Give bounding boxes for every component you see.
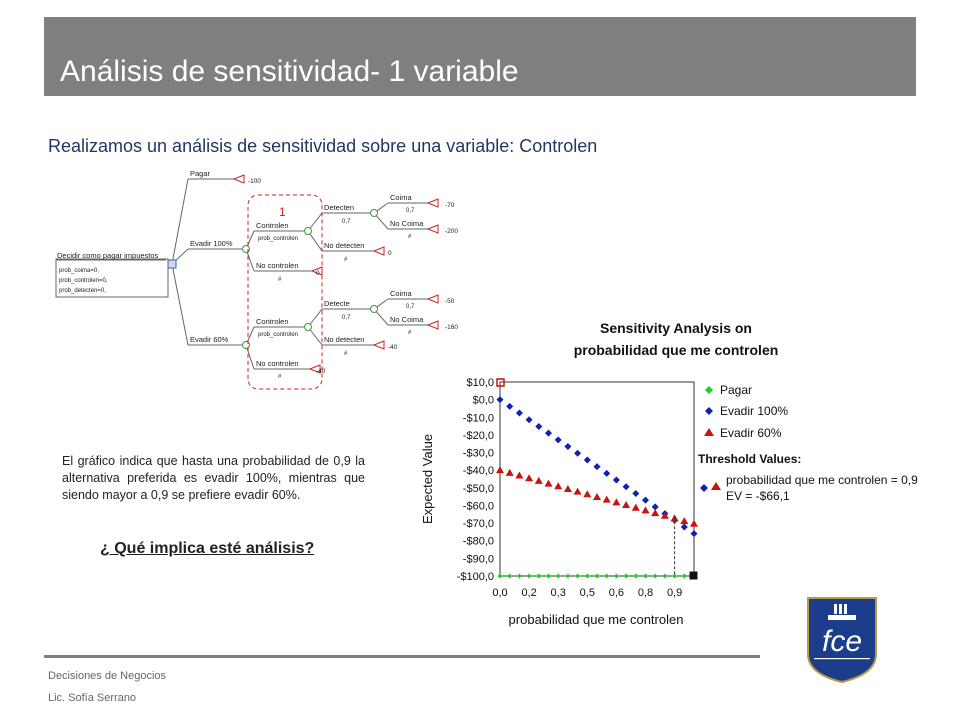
hash-3: # <box>408 234 412 240</box>
x-tick-label: 0,9 <box>666 587 683 599</box>
decision-node <box>168 260 176 268</box>
threshold-title: Threshold Values: <box>698 452 802 466</box>
x-axis-label: probabilidad que me controlen <box>508 612 684 627</box>
chart-title-line2: probabilidad que me controlen <box>573 342 779 358</box>
branch-coima-2: Coima <box>390 289 412 298</box>
legend-marker-evadir60 <box>704 428 714 436</box>
threshold-marker-blue <box>700 484 708 492</box>
y-axis-label: Expected Value <box>420 433 435 525</box>
x-tick-label: 0,2 <box>521 587 537 599</box>
y-tick-label: -$80,0 <box>462 535 494 548</box>
footer-divider <box>44 655 760 658</box>
y-tick-label: $0,0 <box>472 394 494 407</box>
branch-no-coima-1: No Coima <box>390 219 424 228</box>
hash-1: # <box>278 277 282 283</box>
highlight-number: 1 <box>279 205 286 219</box>
y-tick-label: -$30,0 <box>462 447 494 460</box>
root-var-coima: prob_coima=0, <box>59 268 99 274</box>
var-controlen-2: prob_controlen <box>258 332 299 338</box>
x-tick-label: 0,6 <box>608 587 625 599</box>
y-tick-label: $10,0 <box>466 377 494 389</box>
value-pagar: -100 <box>248 178 262 185</box>
hash-2: # <box>344 257 348 263</box>
y-tick-label: -$70,0 <box>462 518 494 531</box>
legend-evadir100: Evadir 100% <box>720 404 789 418</box>
x-tick-label: 0,3 <box>550 587 566 599</box>
x-tick-label: 0,8 <box>637 587 654 599</box>
branch-no-detecten-2: No detecten <box>324 335 365 344</box>
var-controlen-1: prob_controlen <box>258 236 299 242</box>
prob-detecte: 0,7 <box>342 315 351 321</box>
min-marker <box>690 572 697 579</box>
hash-6: # <box>408 330 412 336</box>
slide-subtitle: Realizamos un análisis de sensitividad sobre una variable: Controlen <box>48 136 598 156</box>
footer-author: Lic. Sofía Serrano <box>48 692 137 704</box>
branch-no-coima-2: No Coima <box>390 315 424 324</box>
legend-marker-evadir100 <box>705 407 713 415</box>
prob-coima-2: 0,7 <box>406 304 415 310</box>
title-bar <box>44 17 916 96</box>
hash-5: # <box>344 351 348 357</box>
branch-controlen-1: Controlen <box>256 221 289 230</box>
branch-no-detecten-1: No detecten <box>324 241 365 250</box>
explanation-text: El gráfico indica que hasta una probabilidad de 0,9 la alternativa preferida es evadir 100%, mientras que siendo mayor a 0,9 se prefiere evadir 60%. <box>62 454 365 502</box>
y-tick-label: -$20,0 <box>462 429 494 442</box>
branch-coima-1: Coima <box>390 193 412 202</box>
root-label: Decidir como pagar impuestos <box>57 251 159 260</box>
value-coima-2: -50 <box>445 298 455 305</box>
legend-pagar: Pagar <box>720 383 753 397</box>
root-var-detecten: prob_detecten=0, <box>59 288 106 294</box>
legend-marker-pagar <box>705 386 713 394</box>
branch-evadir100: Evadir 100% <box>190 239 233 248</box>
sensitivity-chart <box>410 312 950 642</box>
footer-course: Decisiones de Negocios <box>48 670 167 682</box>
svg-text:fce: fce <box>821 625 863 658</box>
value-no-controlen-1: 0 <box>316 270 320 277</box>
branch-pagar: Pagar <box>190 169 211 178</box>
value-coima-1: -70 <box>445 202 455 209</box>
prob-detecten: 0,7 <box>342 219 351 225</box>
threshold-line1: probabilidad que me controlen = 0,9 <box>726 473 918 487</box>
branch-controlen-2: Controlen <box>256 317 289 326</box>
y-tick-label: -$50,0 <box>462 482 494 495</box>
value-no-coima-1: -200 <box>445 228 459 235</box>
y-tick-label: -$90,0 <box>462 553 494 566</box>
legend-evadir60: Evadir 60% <box>720 426 782 440</box>
branch-detecten: Detecten <box>324 203 355 212</box>
y-tick-label: -$40,0 <box>462 465 494 478</box>
threshold-marker-red <box>711 482 721 490</box>
y-tick-label: -$60,0 <box>462 500 494 513</box>
branch-detecte: Detecte <box>324 299 350 308</box>
y-tick-label: -$100,0 <box>456 571 494 583</box>
slide-title: Análisis de sensitividad- 1 variable <box>60 55 519 88</box>
root-var-controlen: prob_controlen=0, <box>59 278 108 284</box>
university-logo <box>806 596 878 684</box>
hash-4: # <box>278 374 282 380</box>
value-no-controlen-2: -40 <box>316 368 326 375</box>
value-no-detecten-1: 0 <box>388 250 392 257</box>
branch-no-controlen-1: No controlen <box>256 261 299 270</box>
branch-evadir60: Evadir 60% <box>190 335 229 344</box>
y-tick-label: -$10,0 <box>462 412 494 425</box>
question-text: ¿ Qué implica esté análisis? <box>100 540 315 557</box>
x-tick-label: 0,0 <box>492 587 508 599</box>
x-tick-label: 0,5 <box>579 587 595 599</box>
branch-no-controlen-2: No controlen <box>256 359 299 368</box>
value-no-detecten-2: -40 <box>388 344 398 351</box>
prob-coima-1: 0,7 <box>406 208 415 214</box>
chart-title-line1: Sensitivity Analysis on <box>600 320 752 336</box>
value-no-coima-2: -160 <box>445 324 459 331</box>
threshold-line2: EV = -$66,1 <box>726 489 790 503</box>
